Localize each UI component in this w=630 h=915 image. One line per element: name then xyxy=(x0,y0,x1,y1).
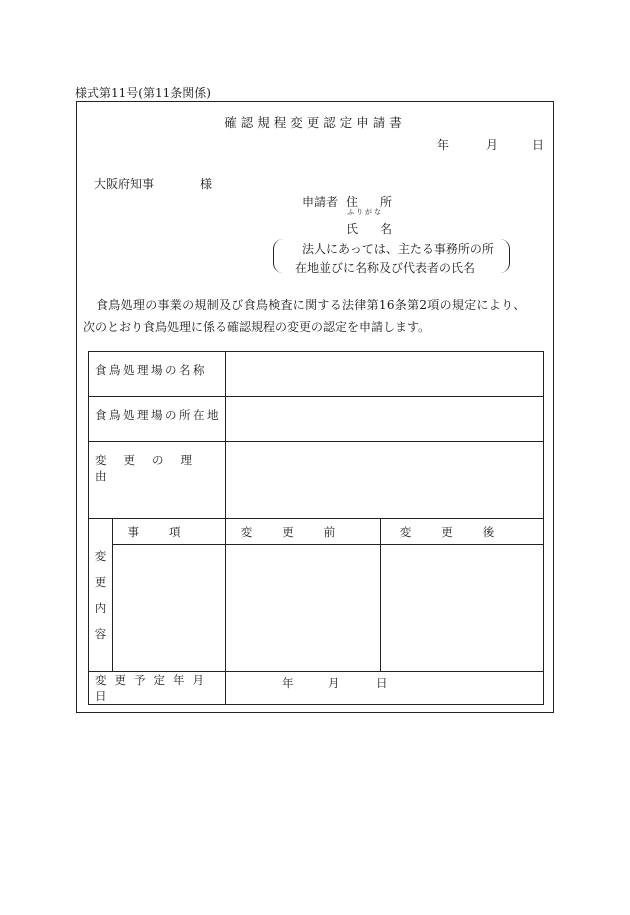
left-parenthesis xyxy=(273,239,284,273)
facility-location-label: 食鳥処理場の所在地 xyxy=(89,397,226,442)
body-text-line-1: 食鳥処理の事業の規制及び食鳥検査に関する法律第16条第2項の規定により、 xyxy=(96,298,526,312)
scheduled-date-field[interactable] xyxy=(226,672,544,705)
facility-name-field[interactable] xyxy=(226,352,544,397)
facility-location-row xyxy=(89,397,544,442)
column-header-item: 事項 xyxy=(113,519,226,545)
name-label: 氏名 xyxy=(346,222,415,236)
column-header-before: 変更前 xyxy=(226,519,381,545)
application-table xyxy=(88,351,544,705)
change-content-label xyxy=(89,519,113,672)
change-reason-field[interactable] xyxy=(226,442,544,519)
applicant-label: 申請者 xyxy=(302,195,339,209)
facility-name-row xyxy=(89,352,544,397)
form-title: 確認規程変更認定申請書 xyxy=(224,115,406,130)
addressee: 大阪府知事 xyxy=(94,177,155,191)
facility-location-field[interactable] xyxy=(226,397,544,442)
change-content-char-2: 更 xyxy=(94,575,107,589)
date-month-label: 月 xyxy=(486,138,499,152)
change-content-char-3: 内 xyxy=(94,601,107,615)
address-label: 住所 xyxy=(346,195,415,209)
scheduled-date-label: 変更予定年月日 xyxy=(89,672,226,705)
right-parenthesis xyxy=(499,239,510,273)
change-content-char-4: 容 xyxy=(94,627,107,641)
form-number: 様式第11号(第11条関係) xyxy=(75,86,211,100)
scheduled-date-row xyxy=(89,672,544,705)
furigana-label: ふりがな xyxy=(347,208,383,216)
body-text-line-2: 次のとおり食鳥処理に係る確認規程の変更の認定を申請します。 xyxy=(83,320,431,334)
facility-name-label: 食鳥処理場の名称 xyxy=(89,352,226,397)
column-header-after: 変更後 xyxy=(381,519,544,545)
change-item-field[interactable] xyxy=(113,545,226,672)
change-reason-row xyxy=(89,442,544,519)
scheduled-year-label: 年 xyxy=(282,676,294,690)
change-content-body-row xyxy=(89,545,544,672)
corporation-note-line-1: 法人にあっては、主たる事務所の所 xyxy=(302,242,494,256)
corporation-note-line-2: 在地並びに名称及び代表者の氏名 xyxy=(295,261,476,275)
change-reason-label: 変更の理由 xyxy=(89,442,226,519)
change-content-char-1: 変 xyxy=(94,549,107,563)
date-year-label: 年 xyxy=(437,138,450,152)
scheduled-month-label: 月 xyxy=(328,676,340,690)
scheduled-day-label: 日 xyxy=(376,676,388,690)
date-day-label: 日 xyxy=(532,138,545,152)
honorific: 様 xyxy=(200,177,213,191)
change-before-field[interactable] xyxy=(226,545,381,672)
change-after-field[interactable] xyxy=(381,545,544,672)
change-content-header-row xyxy=(89,519,544,545)
